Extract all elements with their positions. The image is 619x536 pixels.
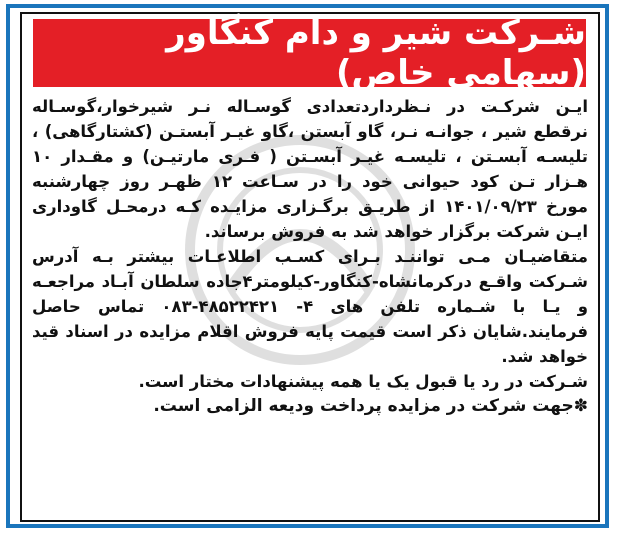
page-title: شـرکت شیر و دام کنگاور (سهامی خاص) — [33, 19, 586, 87]
announcement-body — [32, 94, 588, 419]
paragraph-rights: شـرکت در رد یا قبول یک یا همه پیشنهادات مختار است. — [138, 372, 588, 391]
paragraph-intro: ایـن شرکـت در نـظرداردتعدادی گوسـاله نـر شیرخوار،گوسـاله نرقطع شیر ، جوانـه نـر، گاو آبستن ،گاو غیـر آبستـن (کشتارگاهی) ، تلیسـه آبسـتن ، تلیسـه غیـر آبسـتن ( فـری مارتیـن) و مقـدار ۱۰ هـزار تـن کود حیوانی خود را در سـاعت ۱۲ ظهـر روز چهارشنبه مورخ ۱۴۰۱/۰۹/۲۳ از طریـق برگـزاری مزایـده کـه درمحـل گاوداری ایـن شرکت برگزار خواهد شد به فروش برساند. — [32, 97, 589, 241]
paragraph-deposit: ✽جهت شرکت در مزایده پرداخت ودیعه الزامی است. — [153, 396, 588, 416]
paragraph-contact: متقاضیـان مـی تواننـد بـرای کسـب اطلاعـات بیشتر بـه آدرس شـرکت واقـع درکرمانشاه-کنگاور-کیلومتر۴جاده سلطان آبـاد مراجعـه و یـا با شـماره تلفن های ۴- ۴۸۵۲۲۴۲۱-۰۸۳ تماس حاصل فرمایند.شایان ذکر است قیمت پایه فروش اقلام مزایده در اسناد قید خواهد شد. — [32, 247, 589, 366]
